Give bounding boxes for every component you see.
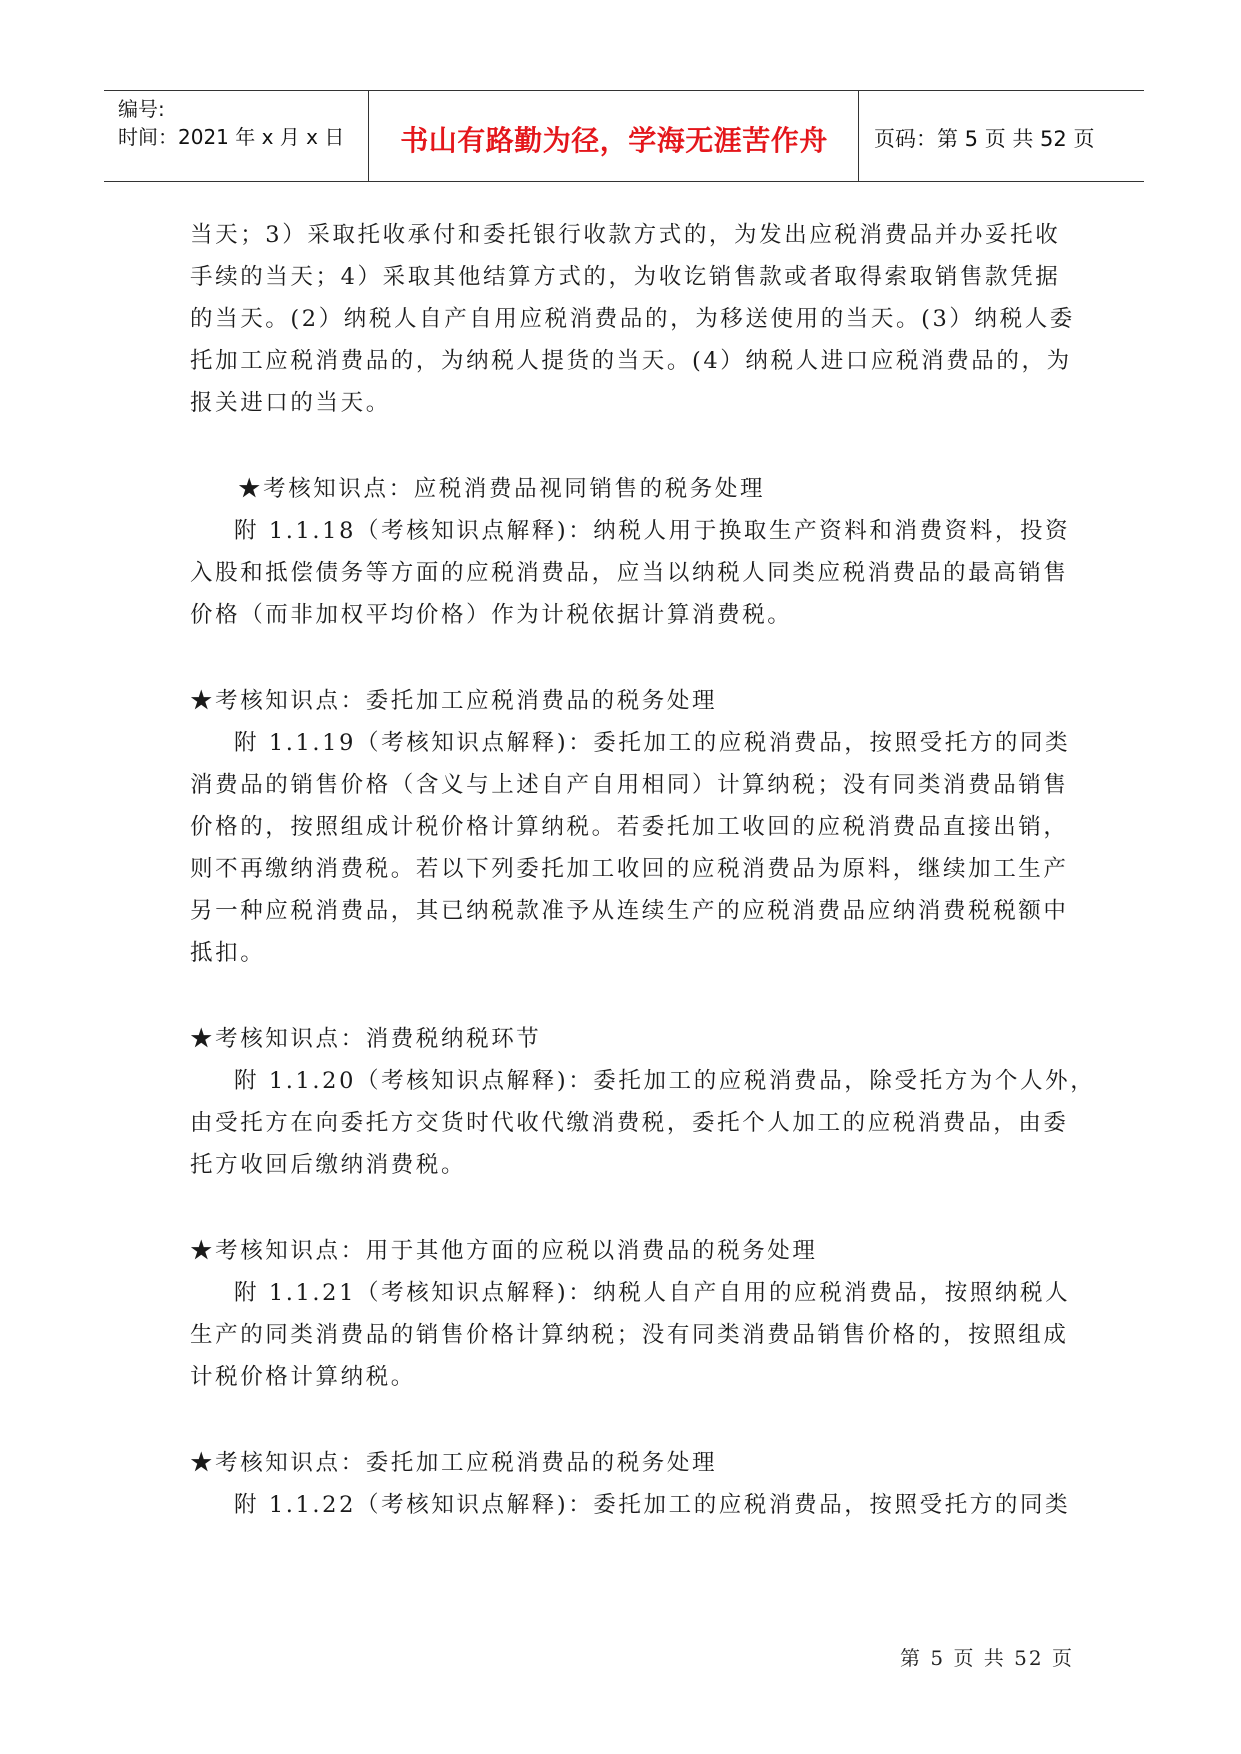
section-heading: ★考核知识点：应税消费品视同销售的税务处理 (238, 476, 766, 502)
body-line: 抵扣。 (190, 940, 266, 966)
body-line: 报关进口的当天。 (190, 390, 391, 416)
body-line: 由受托方在向委托方交货时代收代缴消费税，委托个人加工的应税消费品，由委 (190, 1110, 1069, 1136)
body-line: 附 1.1.18（考核知识点解释)：纳税人用于换取生产资料和消费资料，投资 (234, 518, 1071, 544)
body-line: 另一种应税消费品，其已纳税款准予从连续生产的应税消费品应纳消费税税额中 (190, 898, 1069, 924)
header-divider (368, 91, 369, 181)
body-line: 计税价格计算纳税。 (190, 1364, 416, 1390)
body-line: 当天；3）采取托收承付和委托银行收款方式的，为发出应税消费品并办妥托收 (190, 222, 1061, 248)
body-line: 入股和抵偿债务等方面的应税消费品，应当以纳税人同类应税消费品的最高销售 (190, 560, 1069, 586)
body-line: 附 1.1.19（考核知识点解释)：委托加工的应税消费品，按照受托方的同类 (234, 730, 1071, 756)
doc-number-label: 编号: (118, 97, 165, 121)
body-line: 手续的当天；4）采取其他结算方式的，为收讫销售款或者取得索取销售款凭据 (190, 264, 1061, 290)
body-line: 的当天。(2）纳税人自产自用应税消费品的，为移送使用的当天。(3）纳税人委 (190, 306, 1075, 332)
header-divider (858, 91, 859, 181)
body-line: 附 1.1.22（考核知识点解释)：委托加工的应税消费品，按照受托方的同类 (234, 1492, 1071, 1518)
body-line: 附 1.1.21（考核知识点解释)：纳税人自产自用的应税消费品，按照纳税人 (234, 1280, 1071, 1306)
body-line: 附 1.1.20（考核知识点解释)：委托加工的应税消费品，除受托方为个人外， (234, 1068, 1096, 1094)
header-page-code: 页码：第 5 页 共 52 页 (874, 127, 1095, 151)
page-header (104, 90, 1144, 182)
section-heading: ★考核知识点：委托加工应税消费品的税务处理 (190, 688, 718, 714)
body-line: 价格（而非加权平均价格）作为计税依据计算消费税。 (190, 602, 793, 628)
body-line: 托加工应税消费品的，为纳税人提货的当天。(4）纳税人进口应税消费品的，为 (190, 348, 1072, 374)
section-heading: ★考核知识点：委托加工应税消费品的税务处理 (190, 1450, 718, 1476)
section-heading: ★考核知识点：用于其他方面的应税以消费品的税务处理 (190, 1238, 818, 1264)
page-footer: 第 5 页 共 52 页 (900, 1646, 1074, 1670)
body-line: 生产的同类消费品的销售价格计算纳税；没有同类消费品销售价格的，按照组成 (190, 1322, 1069, 1348)
doc-time: 时间：2021 年 x 月 x 日 (118, 125, 345, 149)
header-motto: 书山有路勤为径，学海无涯苦作舟 (400, 124, 828, 157)
document-body (190, 214, 1096, 1526)
body-line: 消费品的销售价格（含义与上述自产自用相同）计算纳税；没有同类消费品销售 (190, 772, 1069, 798)
header-meta (118, 95, 344, 151)
body-line: 托方收回后缴纳消费税。 (190, 1152, 467, 1178)
body-line: 则不再缴纳消费税。若以下列委托加工收回的应税消费品为原料，继续加工生产 (190, 856, 1069, 882)
section-heading: ★考核知识点：消费税纳税环节 (190, 1026, 542, 1052)
body-line: 价格的，按照组成计税价格计算纳税。若委托加工收回的应税消费品直接出销， (190, 814, 1069, 840)
